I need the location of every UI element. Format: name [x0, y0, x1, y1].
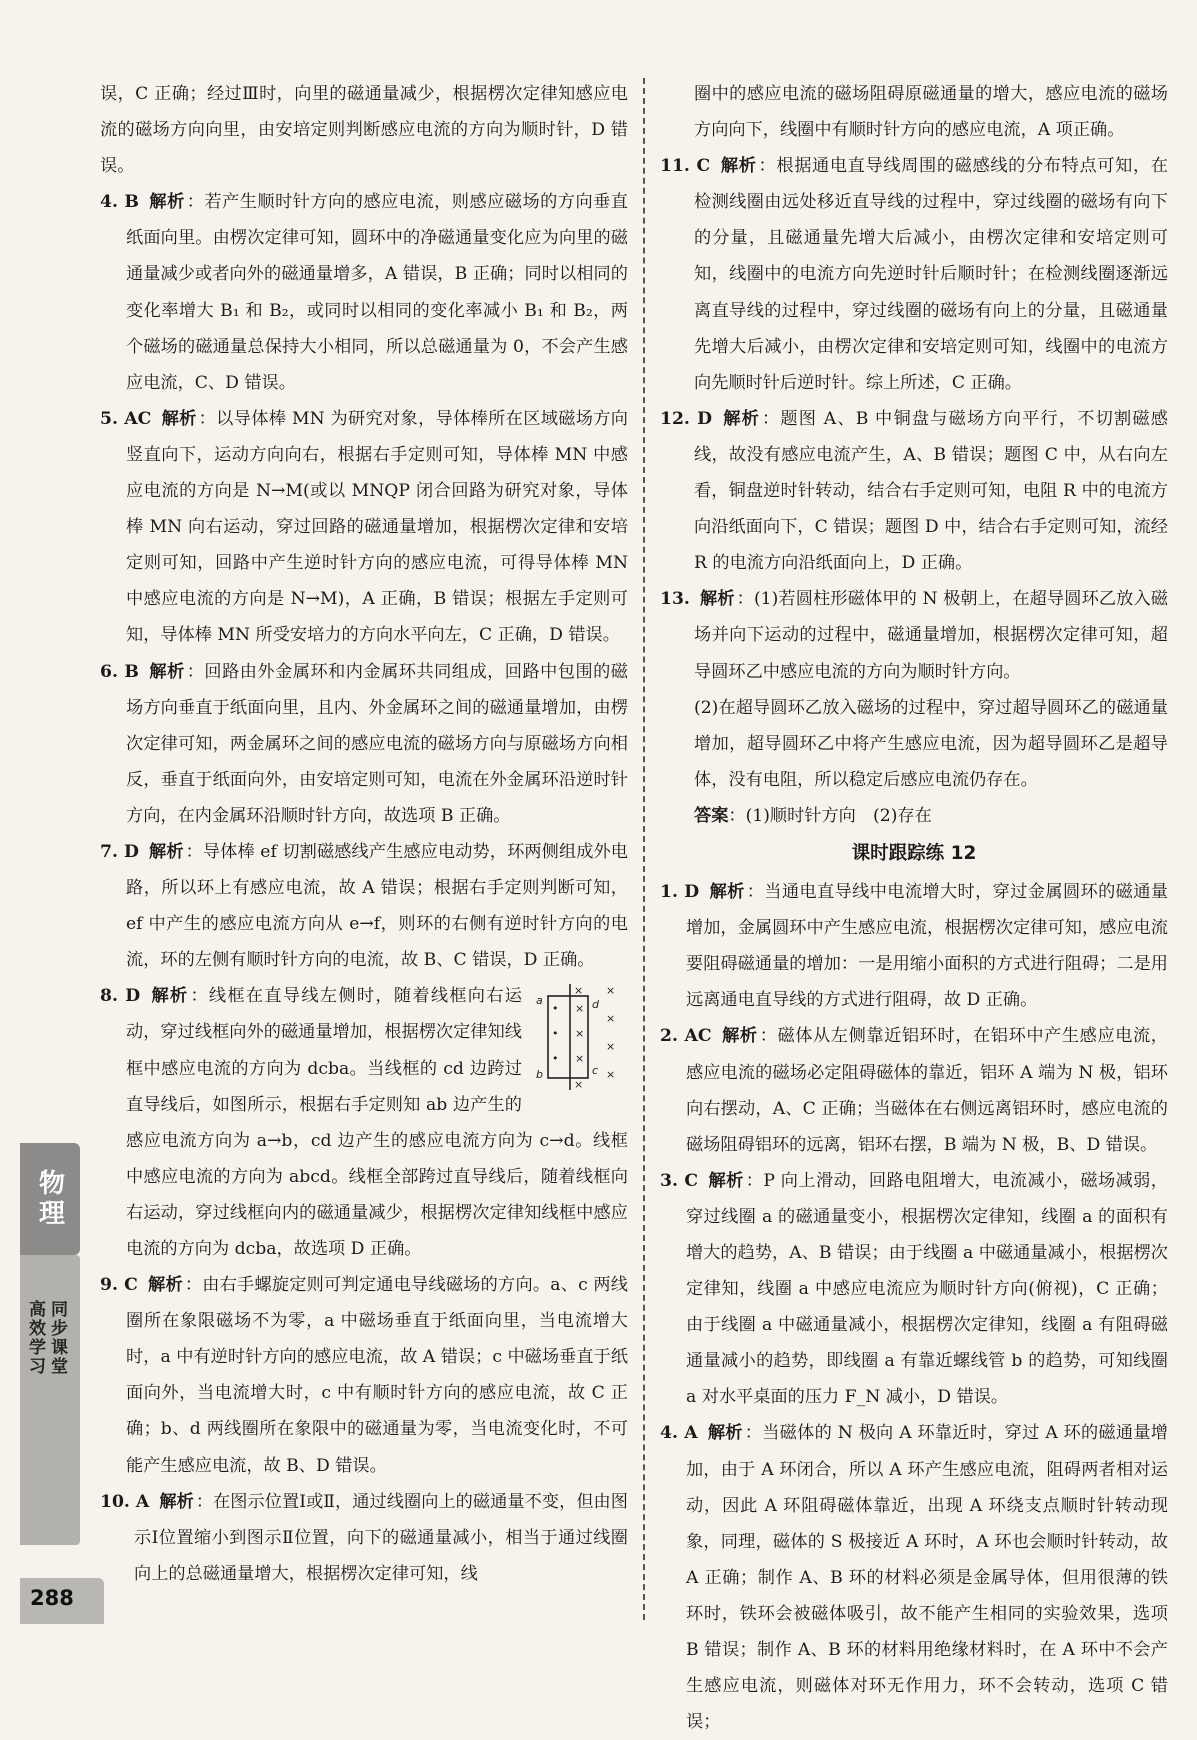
series-label-2: 高效学习: [25, 1300, 45, 1376]
analysis-label: 解析: [709, 882, 745, 903]
tracking-item-3: [660, 1163, 1168, 1416]
answer-item-7: [100, 834, 628, 978]
left-column: [100, 76, 628, 1592]
cross-mark: ×: [606, 984, 616, 998]
wire-frame-figure: [530, 982, 628, 1092]
analysis-label: 解析: [150, 986, 189, 1007]
right-continuation-text: 圈中的感应电流的磁场阻碍原磁通量的增大，感应电流的磁场方向向下，线圈中有顺时针方向的感应电流，A 项正确。: [694, 84, 1168, 141]
item-text: ：P 向上滑动，回路电阻增大，电流减小，磁场减弱，穿过线圈 a 的磁通量变小，根据楞次定律知，线圈 a 的面积有增大的趋势，A、B 错误；由于线圈 a 中磁通量减小，根据楞次定律知，线圈 a 中感应电流应为顺时针方向(俯视)，C 正确；由于线圈 a 中磁通量减小，根据楞次定律知，线圈 a 有阻碍磁通量减小的趋势，即线圈 a 有靠近螺线管 b 的趋势，可知线圈 a 对水平桌面的压力 F_N 减小，D 错误。: [686, 1170, 1168, 1408]
answer-item-4: [100, 184, 628, 401]
cross-mark: ×: [574, 1078, 584, 1092]
subject-tab: 物理: [20, 1143, 80, 1255]
item-number: 7. D: [100, 841, 139, 862]
analysis-label: 解析: [707, 1423, 743, 1444]
cross-mark: ×: [575, 1027, 585, 1041]
analysis-label: 解析: [148, 192, 185, 213]
analysis-label: 解析: [159, 1491, 194, 1512]
item-number: 1. D: [660, 882, 700, 903]
item-number: 3. C: [660, 1170, 699, 1191]
cross-mark: ×: [574, 984, 584, 998]
item-text: ：若产生顺时针方向的感应电流，则感应磁场的方向垂直纸面向里。由楞次定律可知，圆环中的净磁通量变化应为向里的磁通量减少或者向外的磁通量增多，A 错误，B 正确；同时以相同的变化率增大 B₁ 和 B₂，或同时以相同的变化率减小 B₁ 和 B₂，两个磁场的磁通量总保持大小相同，所以总磁通量为 0，不会产生感应电流，C、D 错误。: [126, 192, 628, 393]
item-text: ：导体棒 ef 切割磁感线产生感应电动势，环两侧组成外电路，所以环上有感应电流，故 A 错误；根据右手定则判断可知，ef 中产生的感应电流方向从 e→f，则环的右侧有逆时针方向的电流，环的左侧有顺时针方向的电流，故 B、C 错误，D 正确。: [126, 841, 628, 971]
item-number: 4. A: [660, 1423, 698, 1444]
item-text: ：以导体棒 MN 为研究对象，导体棒所在区域磁场方向竖直向下，运动方向向右，根据右手定则可知，导体棒 MN 中感应电流的方向是 N→M(或以 MNQP 闭合回路为研究对象，导体棒 MN 向右运动，穿过回路的磁通量增加，根据楞次定律和安培定则可知，回路中产生逆时针方向的感应电流，可得导体棒 MN 中感应电流的方向是 N→M)，A 正确，B 错误；根据左手定则可知，导体棒 MN 所受安培力的方向水平向左，C 正确，D 错误。: [126, 408, 628, 646]
item-text: ：当磁体的 N 极向 A 环靠近时，穿过 A 环的磁通量增加，由于 A 环闭合，所以 A 环产生感应电流，阻碍两者相对运动，因此 A 环阻碍磁体靠近，出现 A 环绕支点顺时针转动现象，同理，磁体的 S 极接近 A 环时，A 环也会顺时针转动，故 A 正确；制作 A、B 环的材料必须是金属导体，但用很薄的铁环时，铁环会被磁体吸引，故不能产生相同的实验效果，选项 B 错误；制作 A、B 环的材料用绝缘材料时，在 A 环中不会产生感应电流，则磁体对环无作用力，环不会转动，选项 C 错误；: [686, 1423, 1168, 1733]
cross-mark: ×: [606, 1040, 616, 1054]
item-number: 6. B: [100, 661, 139, 682]
dot-mark: •: [552, 1027, 559, 1041]
analysis-label: 解析: [721, 1026, 758, 1047]
analysis-label: 解析: [722, 408, 760, 429]
label-a: a: [536, 994, 543, 1008]
answer-item-12: [660, 401, 1168, 581]
item-text: ：根据通电直导线周围的磁感线的分布特点可知，在检测线圈由远处移近直导线的过程中，穿过线圈的磁场有向下的分量，且磁通量先增大后减小，由楞次定律和安培定则可知，线圈中的电流方向先逆时针后顺时针；在检测线圈逐渐远离直导线的过程中，穿过线圈的磁场有向上的分量，且磁通量先增大后减小，由楞次定律和安培定则可知，线圈中的电流方向先顺时针后逆时针。综上所述，C 正确。: [694, 156, 1168, 393]
analysis-label: 解析: [147, 1275, 183, 1296]
answer-item-11: [660, 148, 1168, 401]
dot-mark: •: [552, 1002, 559, 1016]
item-text: ：磁体从左侧靠近铝环时，在铝环中产生感应电流，感应电流的磁场必定阻碍磁体的靠近，铝环 A 端为 N 极，铝环向右摆动，A、C 正确；当磁体在右侧远离铝环时，感应电流的磁场阻碍铝环的远离，铝环右摆，B 端为 N 极，B、D 错误。: [686, 1026, 1168, 1155]
item-text: ：由右手螺旋定则可判定通电导线磁场的方向。a、c 两线圈所在象限磁场不为零，a 中磁场垂直于纸面向里，当电流增大时，a 中有逆时针方向的感应电流，故 A 错误；c 中磁场垂直于纸面向外，当电流增大时，c 中有顺时针方向的感应电流，故 C 正确；b、d 两线圈所在象限中的磁通量为零，当电流变化时，不可能产生感应电流，故 B、D 错误。: [126, 1275, 628, 1476]
side-strip: [20, 1255, 80, 1545]
item-number: 13.: [660, 589, 690, 610]
tracking-item-1: [660, 874, 1168, 1018]
answer-item-6: [100, 654, 628, 834]
answer-item-8: [100, 978, 628, 1267]
item-text: ：题图 A、B 中铜盘与磁场方向平行，不切割磁感线，故没有感应电流产生，A、B 错误；题图 C 中，从右向左看，铜盘逆时针转动，结合右手定则可知，电阻 R 中的电流方向沿纸面向下，C 错误；题图 D 中，结合右手定则可知，流经 R 的电流方向沿纸面向上，D 正确。: [694, 408, 1168, 574]
item-text: ：(1)若圆柱形磁体甲的 N 极朝上，在超导圆环乙放入磁场并向下运动的过程中，磁通量增加，根据楞次定律可知，超导圆环乙中感应电流的方向为顺时针方向。: [694, 589, 1168, 682]
item-number: 12. D: [660, 408, 712, 429]
series-label-1: 同步课堂: [47, 1300, 67, 1376]
label-d: d: [592, 998, 599, 1012]
cross-mark: ×: [606, 1012, 616, 1026]
dot-mark: •: [552, 1052, 559, 1066]
item-number: 8. D: [100, 986, 141, 1007]
column-divider: [643, 78, 645, 1620]
item-number: 10. A: [100, 1491, 150, 1512]
analysis-label: 解析: [699, 589, 735, 610]
item-number: 5. AC: [100, 408, 152, 429]
cross-mark: ×: [575, 1002, 585, 1016]
series-label: [25, 1300, 68, 1376]
tracking-item-2: [660, 1018, 1168, 1162]
answer-item-5: [100, 401, 628, 654]
left-continuation-text: 误，C 正确；经过Ⅲ时，向里的磁通量减少，根据楞次定律知感应电流的磁场方向向里，由安培定则判断感应电流的方向为顺时针，D 错误。: [100, 84, 628, 177]
answer-item-13-answer: [660, 798, 1168, 834]
item-number: 11. C: [660, 156, 711, 177]
answer-label: 答案: [694, 805, 729, 826]
section-title: 课时跟踪练 12: [851, 842, 977, 864]
analysis-label: 解析: [720, 156, 757, 177]
cross-mark: ×: [575, 1052, 585, 1066]
page-number: 288: [30, 1586, 74, 1610]
item-number: 2. AC: [660, 1026, 712, 1047]
item-text: ：当通电直导线中电流增大时，穿过金属圆环的磁通量增加，金属圆环中产生感应电流，根据楞次定律可知，感应电流要阻碍磁通量的增加：一是用缩小面积的方式进行阻碍；二是用远离通电直导线的方式进行阻碍，故 D 正确。: [686, 882, 1168, 1011]
answer-item-13-part2: (2)在超导圆环乙放入磁场的过程中，穿过超导圆环乙的磁通量增加，超导圆环乙中将产生感应电流，因为超导圆环乙是超导体，没有电阻，所以稳定后感应电流仍存在。: [694, 697, 1168, 790]
analysis-label: 解析: [708, 1170, 744, 1191]
label-b: b: [536, 1068, 543, 1082]
analysis-label: 解析: [148, 841, 184, 862]
analysis-label: 解析: [161, 408, 197, 429]
cross-mark: ×: [606, 1068, 616, 1082]
answer-item-10: [100, 1484, 628, 1592]
item-number: 4. B: [100, 192, 139, 213]
answer-item-13: [660, 581, 1168, 689]
item-text: ：线框在直导线左侧时，随着线框向右运动，穿过线框向外的磁通量增加，根据楞次定律知线框中感应电流的方向为 dcba。当线框的 cd 边跨过直导线后，如图所示，根据右手定则知 ab 边产生的感应电流方向为 a→b，cd 边产生的感应电流方向为 c→d。线框中感应电流的方向为 abcd。线框全部跨过直导线后，随着线框向右运动，穿过线框向内的磁通量减少，根据楞次定律知线框中感应电流的方向为 dcba，故选项 D 正确。: [126, 986, 628, 1259]
right-column: [660, 76, 1168, 1740]
answer-item-9: [100, 1267, 628, 1484]
analysis-label: 解析: [148, 661, 185, 682]
tracking-item-4: [660, 1415, 1168, 1740]
item-text: ：回路由外金属环和内金属环共同组成，回路中包围的磁场方向垂直于纸面向里，且内、外金属环之间的磁通量增加，由楞次定律可知，两金属环之间的感应电流的磁场方向与原磁场方向相反，垂直于纸面向外，由安培定则可知，电流在外金属环沿逆时针方向，在内金属环沿顺时针方向，故选项 B 正确。: [126, 661, 628, 826]
item-number: 9. C: [100, 1275, 138, 1296]
answer-text: ：(1)顺时针方向 (2)存在: [728, 805, 932, 826]
label-c: c: [592, 1064, 599, 1078]
item-text: ：在图示位置Ⅰ或Ⅱ，通过线圈向上的磁通量不变，但由图示Ⅰ位置缩小到图示Ⅱ位置，向下的磁通量减小，相当于通过线圈向上的总磁通量增大，根据楞次定律可知，线: [134, 1491, 628, 1584]
